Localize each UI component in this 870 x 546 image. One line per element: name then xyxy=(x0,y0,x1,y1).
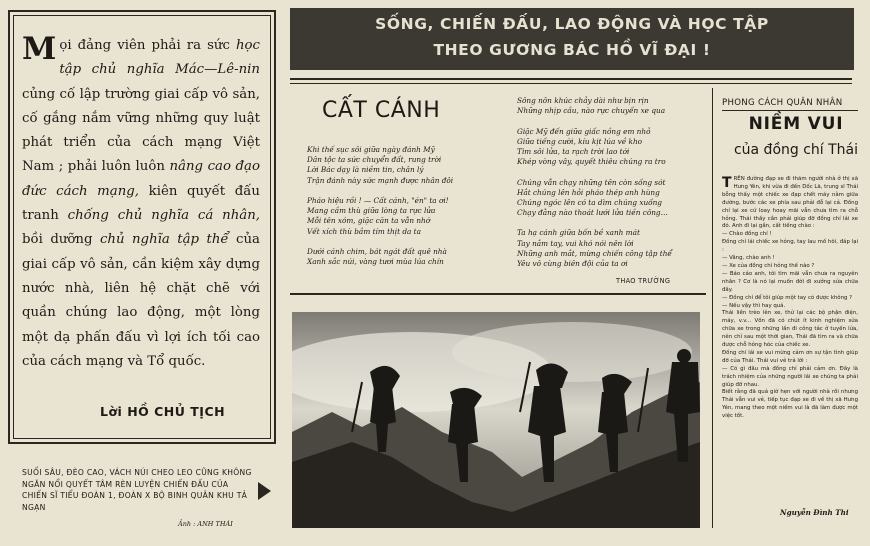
poem-title: CẤT CÁNH xyxy=(322,98,441,123)
poem-line: Vết xích thù bầm tím thịt da ta xyxy=(307,226,421,236)
article-paragraph-text: Thái liền trèo lên xe, thử lại các bộ phận điện, máy, v.v... Vốn đã có chút ít kinh nghiệm sửa chữa xe trong những lần đi công tác ở tuyến lửa, nên chỉ sau một thời gian, Thái đã tìm ra và chữa được chỗ hỏng hóc của chiếc xe. xyxy=(722,310,858,349)
article-paragraph-text: Biết rằng đã quá giờ hẹn với người nhà rồi nhưng Thái vẫn vui vẻ, tiếp tục đạp xe đi về thị xã Hưng Yên, mang theo một niềm vui là đã làm được một việc tốt. xyxy=(722,389,858,420)
headline-banner xyxy=(290,8,854,70)
soldiers-photo xyxy=(292,312,700,528)
article-subtitle: của đồng chí Thái xyxy=(733,142,859,158)
poem-line: Mang cầm thù giữa lòng ta rực lửa xyxy=(307,206,436,216)
quote-emphasis: chủ nghĩa tập thể xyxy=(99,232,229,248)
poem-line: Mỗi tên xóm, giặc căn ta vẫn nhớ xyxy=(307,216,431,226)
article-paragraph-text: — Chào đồng chí ! xyxy=(722,231,772,238)
article-paragraph xyxy=(722,263,858,271)
article-paragraph xyxy=(722,366,858,390)
article-paragraph xyxy=(722,295,858,303)
poem-line: Những anh mắt, mừng chiến công tập thể xyxy=(517,248,672,258)
article-title: NIỀM VUI xyxy=(748,114,844,134)
photo-caption: SUỐI SÂU, ĐÈO CAO, VÁCH NÚI CHEO LEO CŨNG KHÔNG NGĂN NỔI QUYẾT TÂM RÈN LUYỆN CHIẾN ĐẤU CỦA CHIẾN SĨ TIỂU ĐOÀN 1, ĐOÀN X BỘ BINH QUÂN KHU TẢ NGẠN xyxy=(22,468,252,512)
article-paragraph-text: — Nếu vậy thì hay quá. xyxy=(722,302,786,309)
column-divider xyxy=(712,88,713,528)
poem-line: Khép vòng vây, quyết thiêu chúng ra tro xyxy=(517,157,666,167)
poem-line: Giữa tiếng cười, kíu kịt lúa về kho xyxy=(517,136,643,146)
article-kicker: PHONG CÁCH QUÂN NHÂN xyxy=(722,98,843,108)
article-paragraph-text: — Xe của đồng chí hỏng thế nào ? xyxy=(722,262,815,269)
quote-emphasis: học tập chủ nghĩa Mác—Lê-nin xyxy=(59,38,260,78)
article-dropcap: T xyxy=(722,175,732,191)
banner-line-2: THEO GƯƠNG BÁC HỒ VĨ ĐẠI ! xyxy=(433,41,711,59)
article-paragraph-text: Đồng chí lái xe vui mừng cảm ơn sự tận tình giúp đỡ của Thái. Thái vui vẻ trả lời : xyxy=(722,349,858,364)
photo-credit: Ảnh : ANH THÁI xyxy=(178,520,233,528)
poem-line xyxy=(307,237,453,247)
quote-emphasis: nâng cao đạo đức cách mạng, xyxy=(22,159,260,199)
article-paragraph-text: Đồng chí lái chiếc xe hỏng, tay lau mồ hôi, đáp lại : xyxy=(722,239,858,254)
ho-chi-minh-quote xyxy=(22,31,260,374)
poem-line: Ta hạ cánh giữa bốn bề xanh mát xyxy=(517,228,640,238)
quote-dropcap: M xyxy=(22,31,57,67)
article-paragraph xyxy=(722,389,858,421)
poem-line: Sông nôn khúc chảy dài như bịn rịn xyxy=(517,96,649,105)
soldiers-mountain-image xyxy=(292,312,700,528)
poem-line: Hắt chúng lên hỏi pháo thép anh hùng xyxy=(517,187,660,197)
poem-line: Khi thế sục sôi giữa ngày đánh Mỹ xyxy=(307,145,435,154)
poem-line: Những nhịp cầu, nào rực chuyến xe qua xyxy=(517,106,666,116)
poem-line: Dân tộc ta sức chuyển đất, rung trời xyxy=(307,155,442,165)
article-body xyxy=(722,176,858,421)
poem-rule xyxy=(290,293,706,295)
article-paragraph xyxy=(722,271,858,295)
poem-column-2 xyxy=(517,96,672,269)
poem-author: THAO TRƯỜNG xyxy=(616,277,671,285)
poem-line xyxy=(517,116,672,126)
article-paragraph-text: RÊN đường đạp xe đi thăm người nhà ở thị xã Hưng Yên, khi vừa đi đến Dốc Lã, trung sĩ Thái bỗng thấy một chiếc xe đạp chết máy nằm giữa đường, bước các xe phía sau phải đỗ lại cả. Đồng chí lại xe cứ loay hoay mãi vẫn chưa tìm ra chỗ hỏng. Thái thấy cần phải giúp đỡ đồng chí lái xe đó. Anh đi lại gần, cất tiếng chào : xyxy=(722,176,858,230)
poem-line: Chúng vẫn chạy những tên còn sống sót xyxy=(517,177,666,187)
quote-emphasis: chống chủ nghĩa cá nhân, xyxy=(67,208,260,224)
poem-line: Giặc Mỹ đến giữa giấc nồng em nhỏ xyxy=(517,126,651,136)
poem-line: Dưới cánh chim, bát ngát đất quê nhà xyxy=(307,246,447,256)
article-paragraph xyxy=(722,176,858,231)
poem-line: Tay nắm tay, vui khó nói nên lời xyxy=(517,238,634,248)
poem-line: Lời Bác dạy là niềm tin, chân lý xyxy=(307,165,424,175)
poem-line: Yêu vô cùng biên đội của ta ơi xyxy=(517,259,628,268)
poem-column-1 xyxy=(307,145,453,267)
poem-line xyxy=(517,167,672,177)
poem-line: Chạy đằng nào thoát lưới lửa tiền công… xyxy=(517,208,668,218)
caption-arrow-icon xyxy=(258,482,271,500)
quote-text-segment: kiên quyết đấu tranh xyxy=(22,183,260,224)
poem-line: Xanh sắc núi, vàng tươi mùa lúa chín xyxy=(307,257,444,267)
poem-line: Chúng ngóc lên có ta dìm chúng xuống xyxy=(517,197,662,207)
quote-text-segment: ọi đảng viên phải ra sức xyxy=(59,38,236,53)
banner-line-1: SỐNG, CHIẾN ĐẤU, LAO ĐỘNG VÀ HỌC TẬP xyxy=(375,15,769,33)
top-rule-thin xyxy=(290,83,852,84)
top-rule xyxy=(290,78,852,80)
article-paragraph xyxy=(722,255,858,263)
quote-signature: Lời HỒ CHỦ TỊCH xyxy=(100,404,226,419)
article-paragraph-text: — Vâng, chào anh ! xyxy=(722,255,775,262)
article-author: Nguyễn Đình Thi xyxy=(780,508,849,517)
poem-line xyxy=(517,218,672,228)
quote-text-segment: củng cố lập trường giai cấp vô sản, cố gắng nắm vững những quy luật phát triển của cách mạng Việt Nam ; phải luôn luôn xyxy=(22,86,260,175)
article-paragraph-text: — Báo cáo anh, tôi tìm mãi vẫn chưa ra nguyên nhân ? Cơ là nó lại muốn đời đi xưởng sửa chữa đây. xyxy=(722,270,858,293)
article-paragraph xyxy=(722,239,858,255)
quote-text-segment: bồi dưỡng xyxy=(22,232,100,248)
poem-line xyxy=(307,186,453,196)
poem-line: Trận đánh này sức mạnh được nhân đôi xyxy=(307,175,454,185)
poem-line: Pháo hiệu rồi ! — Cất cánh, "én" ta ơi! xyxy=(307,195,449,205)
article-paragraph-text: — Có gì đâu mà đồng chí phải cảm ơn. Đây là trách nhiệm của những người lái xe chúng ta phải giúp đỡ nhau. xyxy=(722,365,858,388)
article-paragraph xyxy=(722,350,858,366)
article-paragraph xyxy=(722,310,858,350)
poem-line: Tìm sôi lửa, ta rạch trời lao tới xyxy=(517,146,630,156)
kicker-rule xyxy=(722,110,858,111)
quote-text-segment: của giai cấp vô sản, cần kiệm xây dựng nước nhà, liên hệ chặt chẽ với quần chúng lao động, một lòng một dạ phấn đấu vì lợi ích tối cao của cách mạng và Tổ quốc. xyxy=(22,232,260,369)
article-paragraph-text: — Đồng chí để tôi giúp một tay có được không ? xyxy=(722,294,853,301)
